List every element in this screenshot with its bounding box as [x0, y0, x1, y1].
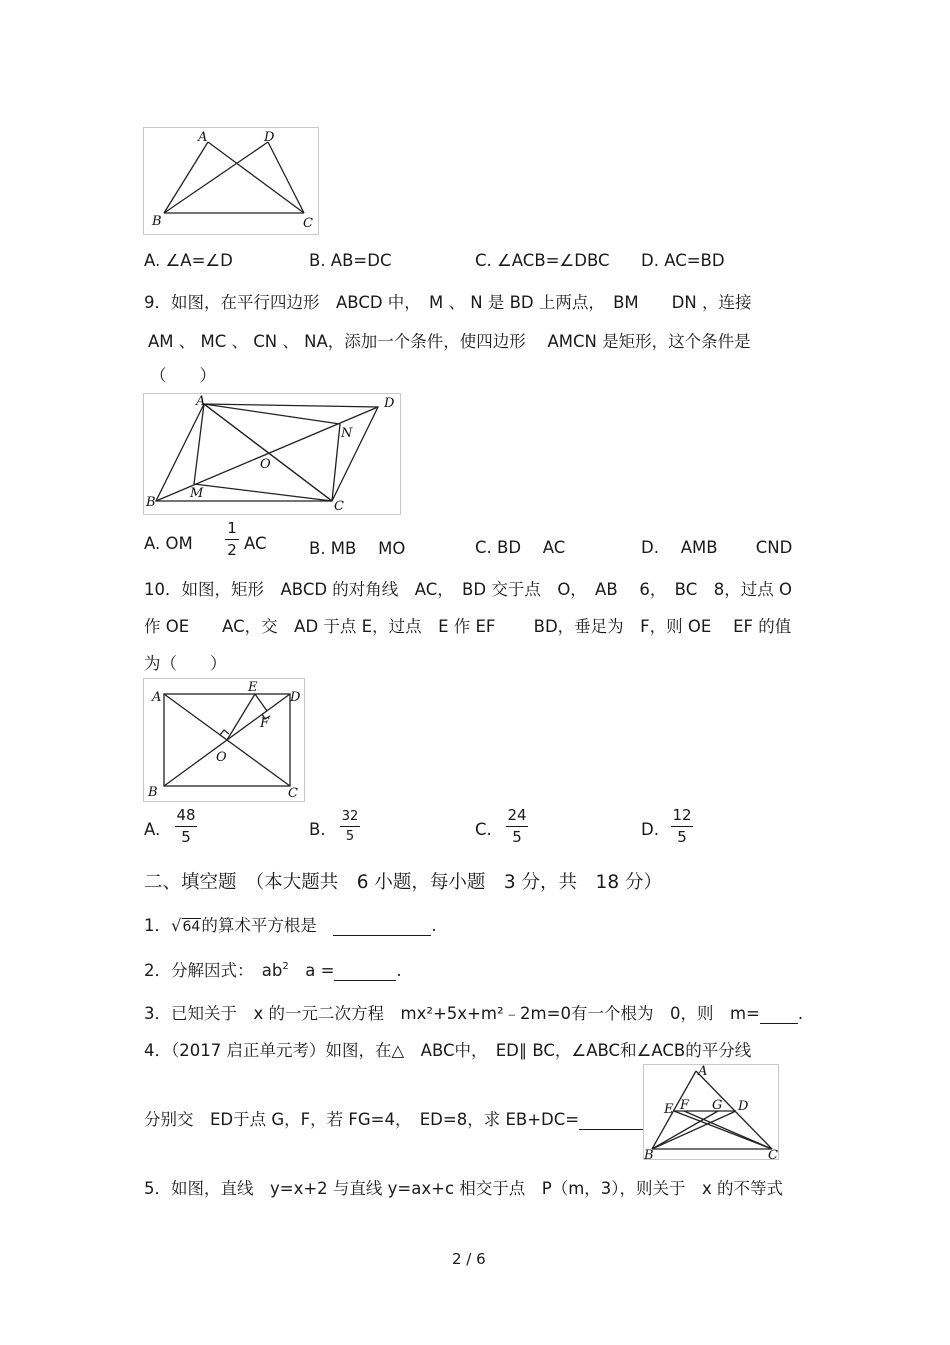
q9-figure: [143, 393, 401, 515]
fill-q1: 1．√64的算术平方根是 .: [144, 916, 437, 935]
q8-label-c: C: [303, 216, 313, 231]
fill-q4-line-2: [144, 1106, 662, 1130]
q8-option-a: A. ∠A=∠D: [144, 251, 233, 270]
fill-q4-label-a: A: [698, 1065, 708, 1079]
fill-q4-label-g: G: [712, 1098, 723, 1113]
fill-q3-text: 3．已知关于 x 的一元二次方程 mx²+5x+m²﹣2m=0有一个根为 0，则 m=: [144, 1004, 760, 1023]
q10-line-3: 为（ ）: [144, 654, 227, 673]
fraction-numerator: 1: [227, 519, 237, 537]
fraction-denominator: 5: [181, 828, 191, 846]
q10-label-b: B: [148, 785, 158, 800]
q9-label-n: N: [341, 426, 353, 441]
fraction-denominator: 5: [677, 828, 687, 846]
fill-q4-label-e: E: [664, 1102, 674, 1117]
q10-label-e: E: [248, 680, 258, 695]
fill-q4-diagram: [644, 1065, 778, 1159]
fraction-numerator: 12: [672, 806, 692, 824]
q10-option-d-label: D.: [641, 820, 659, 839]
fraction-bar: [175, 826, 197, 827]
q10-label-o: O: [216, 750, 227, 765]
fraction-bar: [225, 539, 239, 540]
sqrt-symbol: √64: [171, 916, 201, 935]
q8-label-d: D: [264, 130, 275, 145]
fraction-denominator: 5: [345, 829, 355, 844]
fraction-bar: [671, 826, 693, 827]
fill-q2-answer-blank[interactable]: [334, 964, 396, 981]
q10-line-2: 作 OE AC，交 AD 于点 E，过点 E 作 EF BD，垂足为 F，则 OE EF 的值: [144, 617, 792, 636]
fraction-bar: [340, 826, 360, 827]
fraction-numerator: 24: [507, 806, 527, 824]
q9-option-a-suffix: AC: [244, 534, 267, 553]
q9-diagram: [144, 394, 400, 514]
q10-option-d-fraction: [671, 808, 693, 845]
fill-q2-text-after: a =: [288, 961, 335, 980]
q10-figure: [143, 678, 305, 802]
q9-label-b: B: [146, 495, 156, 510]
fill-q2-exponent: 2: [282, 961, 289, 972]
q8-option-c: C. ∠ACB=∠DBC: [475, 251, 610, 270]
q9-option-b: B. MB MO: [309, 539, 406, 558]
q8-figure: [143, 127, 319, 235]
q9-label-d: D: [384, 396, 395, 411]
q8-label-b: B: [152, 214, 162, 229]
q10-option-b-label: B.: [309, 820, 326, 839]
fill-q1-answer-blank[interactable]: [333, 919, 431, 936]
q10-option-a-fraction: [175, 808, 197, 845]
section-2-title: 二、填空题 （本大题共 6 小题，每小题 3 分，共 18 分）: [144, 872, 662, 893]
q10-line-1: 10．如图，矩形 ABCD 的对角线 AC， BD 交于点 O， AB 6， BC 8，过点 O: [144, 580, 792, 599]
fraction-bar: [506, 826, 528, 827]
fill-q4-line-1: 4．（2017 启正单元考）如图，在△ ABC中， ED∥ BC，∠ABC和∠ACB的平分线: [144, 1041, 752, 1060]
q10-label-c: C: [288, 786, 298, 801]
fill-q4-label-c: C: [768, 1148, 778, 1159]
q10-option-c-label: C.: [475, 820, 492, 839]
q9-label-c: C: [334, 499, 344, 514]
fill-q3: 3．已知关于 x 的一元二次方程 mx²+5x+m²﹣2m=0有一个根为 0，则 m= .: [144, 1004, 804, 1023]
q9-label-a: A: [196, 394, 206, 409]
fill-q4-label-f: F: [680, 1098, 690, 1113]
fill-q1-text: 的算术平方根是: [201, 916, 334, 935]
fraction-numerator: 32: [341, 809, 359, 824]
fill-q4-figure: [643, 1064, 779, 1160]
fill-q4-text: 分别交 ED于点 G，F，若 FG=4， ED=8，求 EB+DC=: [144, 1110, 580, 1129]
q10-option-b-fraction: [340, 810, 360, 843]
q9-label-m: M: [190, 486, 204, 501]
q9-line-1: 9．如图，在平行四边形 ABCD 中， M 、 N 是 BD 上两点， BM DN ，连接: [144, 293, 752, 312]
fill-q4-label-d: D: [738, 1099, 749, 1114]
fill-q2-text: 2．分解因式： ab: [144, 961, 283, 980]
q10-diagram: [144, 679, 304, 801]
fill-q4-label-b: B: [644, 1148, 654, 1159]
fraction-denominator: 2: [227, 541, 237, 559]
fill-q2: 2．分解因式： $ab^2$ a = .: [144, 961, 402, 980]
q8-label-a: A: [198, 130, 208, 145]
fill-q1-number: 1．: [144, 916, 171, 935]
q10-option-a-label: A.: [144, 820, 161, 839]
q10-label-a: A: [152, 690, 162, 705]
q9-option-a-fraction: [225, 521, 239, 558]
fraction-numerator: 48: [176, 806, 196, 824]
q9-line-2: AM 、 MC 、 CN 、 NA，添加一个条件，使四边形 AMCN 是矩形，这个条件是: [148, 332, 751, 351]
q9-label-o: O: [260, 457, 271, 472]
q10-label-f: F: [260, 716, 270, 731]
fill-q1-radicand: 64: [182, 919, 201, 935]
q9-option-d: D. AMB CND: [641, 538, 793, 557]
q9-option-a-prefix: A. OM: [144, 534, 193, 553]
page-number: 2 / 6: [452, 1250, 486, 1268]
fraction-denominator: 5: [512, 828, 522, 846]
q9-line-3: （ ）: [150, 366, 216, 385]
fill-q3-answer-blank[interactable]: [760, 1007, 798, 1024]
q8-option-b: B. AB=DC: [309, 251, 392, 270]
fill-q5: 5．如图，直线 y=x+2 与直线 y=ax+c 相交于点 P（m，3），则关于 x 的不等式: [144, 1179, 784, 1198]
q10-label-d: D: [290, 690, 301, 705]
q8-diagram: [144, 128, 318, 234]
q9-option-c: C. BD AC: [475, 538, 566, 557]
q10-option-c-fraction: [506, 808, 528, 845]
q8-option-d: D. AC=BD: [641, 251, 725, 270]
